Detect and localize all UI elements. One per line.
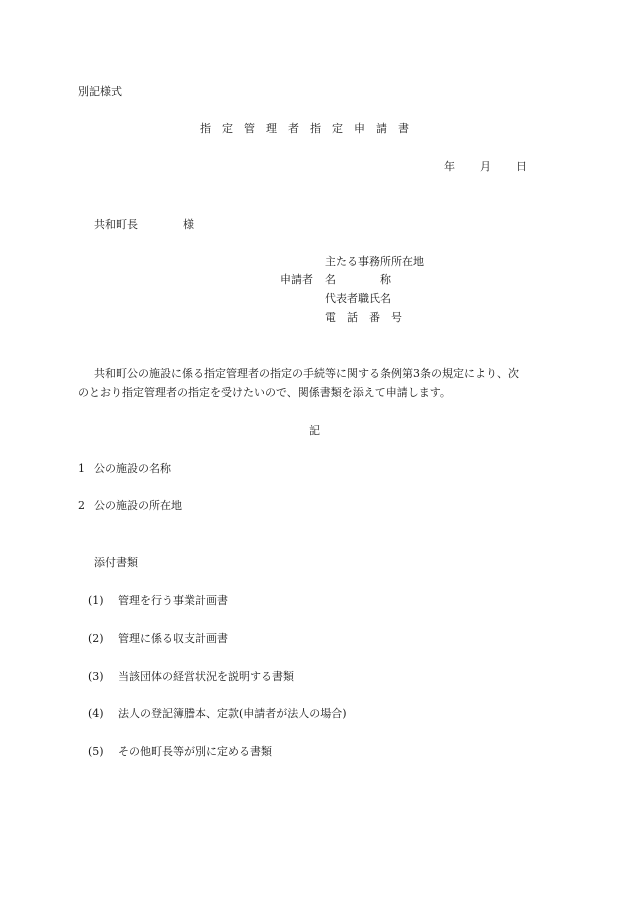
applicant-field-phone: 電 話 番 号 <box>325 311 402 324</box>
attachment-text: 管理に係る収支計画書 <box>118 632 228 645</box>
attachment-text: その他町長等が別に定める書類 <box>118 745 272 758</box>
page-title: 指 定 管 理 者 指 定 申 請 書 <box>200 122 409 135</box>
item-number: 2 <box>78 499 85 512</box>
attachment-number: (4) <box>88 707 104 720</box>
date-day: 日 <box>516 160 527 173</box>
body-text-line-1: 共和町公の施設に係る指定管理者の指定の手続等に関する条例第3条の規定により、次 <box>94 367 519 380</box>
body-text-line-2: のとおり指定管理者の指定を受けたいので、関係書類を添えて申請します。 <box>78 386 451 399</box>
attachment-text: 法人の登記簿謄本、定款(申請者が法人の場合) <box>118 707 347 720</box>
attachment-number: (2) <box>88 632 104 645</box>
attachment-number: (5) <box>88 745 104 758</box>
applicant-field-address: 主たる事務所所在地 <box>325 255 424 268</box>
item-number: 1 <box>78 462 85 475</box>
ki-heading: 記 <box>309 424 320 437</box>
form-label: 別記様式 <box>78 85 122 98</box>
addressee-name: 共和町長 <box>94 218 138 231</box>
item-text: 公の施設の所在地 <box>94 499 182 512</box>
attachments-heading: 添付書類 <box>94 556 138 569</box>
attachment-number: (1) <box>88 594 104 607</box>
date-year: 年 <box>444 160 455 173</box>
applicant-field-representative: 代表者職氏名 <box>325 292 391 305</box>
applicant-label: 申請者 <box>280 273 313 286</box>
addressee-honorific: 様 <box>183 218 194 231</box>
attachment-text: 管理を行う事業計画書 <box>118 594 228 607</box>
attachment-text: 当該団体の経営状況を説明する書類 <box>118 670 294 683</box>
date-month: 月 <box>480 160 491 173</box>
attachment-number: (3) <box>88 670 104 683</box>
item-text: 公の施設の名称 <box>94 462 171 475</box>
applicant-field-name: 名 称 <box>325 273 391 286</box>
